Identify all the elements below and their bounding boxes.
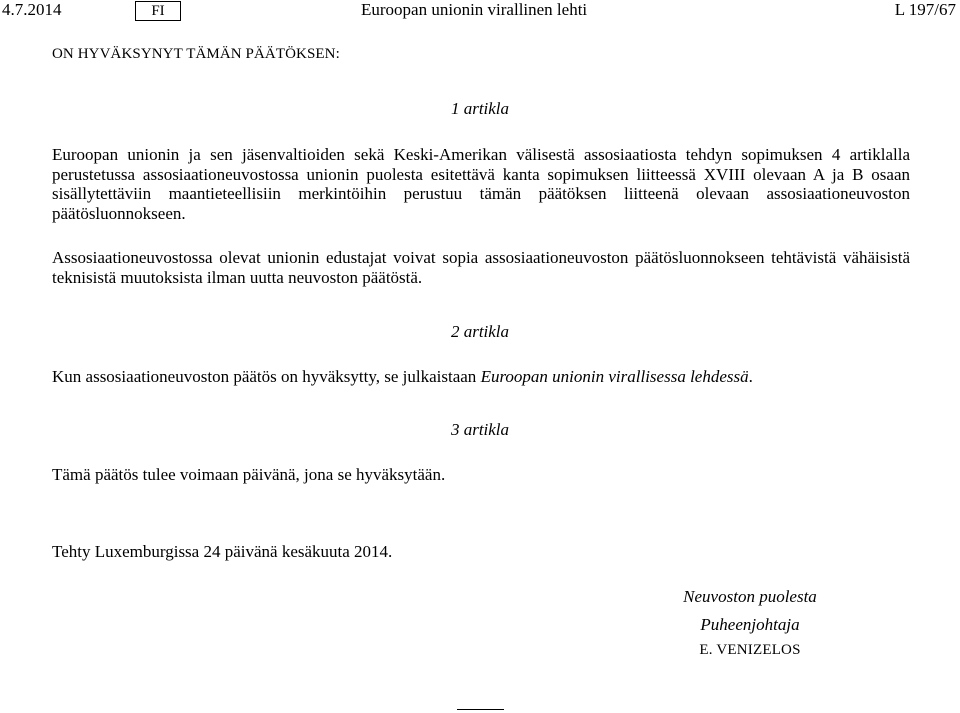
publication-date: 4.7.2014	[2, 0, 62, 19]
done-at-statement: Tehty Luxemburgissa 24 päivänä kesäkuuta 2014.	[52, 542, 393, 561]
signature-on-behalf: Neuvoston puolesta	[683, 587, 817, 606]
signature-role: Puheenjohtaja	[700, 615, 800, 634]
article-2-text: Kun assosiaationeuvoston päätös on hyväksytty, se julkaistaan	[52, 367, 481, 386]
article-2-heading: 2 artikla	[450, 322, 510, 341]
article-2-text-end: .	[748, 367, 753, 386]
journal-title: Euroopan unionin virallinen lehti	[361, 0, 588, 19]
article-3-heading: 3 artikla	[450, 420, 510, 439]
signatory-name: E. VENIZELOS	[699, 642, 801, 658]
journal-reference: Euroopan unionin virallisessa lehdessä	[480, 367, 749, 386]
preamble: ON HYVÄKSYNYT TÄMÄN PÄÄTÖKSEN:	[52, 46, 340, 62]
article-1-paragraph-2: Assosiaationeuvostossa olevat unionin edustajat voivat sopia assosiaationeuvoston päätösluonnokseen tehtävistä vähäisistä teknisistä muutoksista ilman uutta neuvoston päätöstä.	[52, 248, 910, 287]
language-badge: FI	[135, 1, 181, 21]
page-header	[0, 0, 960, 22]
article-1-heading: 1 artikla	[450, 99, 510, 118]
page-reference: L 197/67	[894, 0, 956, 19]
article-3-paragraph: Tämä päätös tulee voimaan päivänä, jona se hyväksytään.	[52, 465, 446, 484]
article-1-paragraph-1: Euroopan unionin ja sen jäsenvaltioiden sekä Keski-Amerikan välisestä assosiaatiosta tehdyn sopimuksen 4 artiklalla perustetussa assosiaationeuvostossa unionin puolesta esitettävä kanta sopimuksen liitteessä XVIII olevaan A ja B osaan sisällytettäviin maantieteellisiin merkintöihin perustuu tämän päätöksen liitteenä olevaan assosiaationeuvoston päätösluonnokseen.	[52, 145, 910, 223]
article-2-paragraph	[52, 367, 910, 387]
footer-rule	[457, 709, 504, 710]
